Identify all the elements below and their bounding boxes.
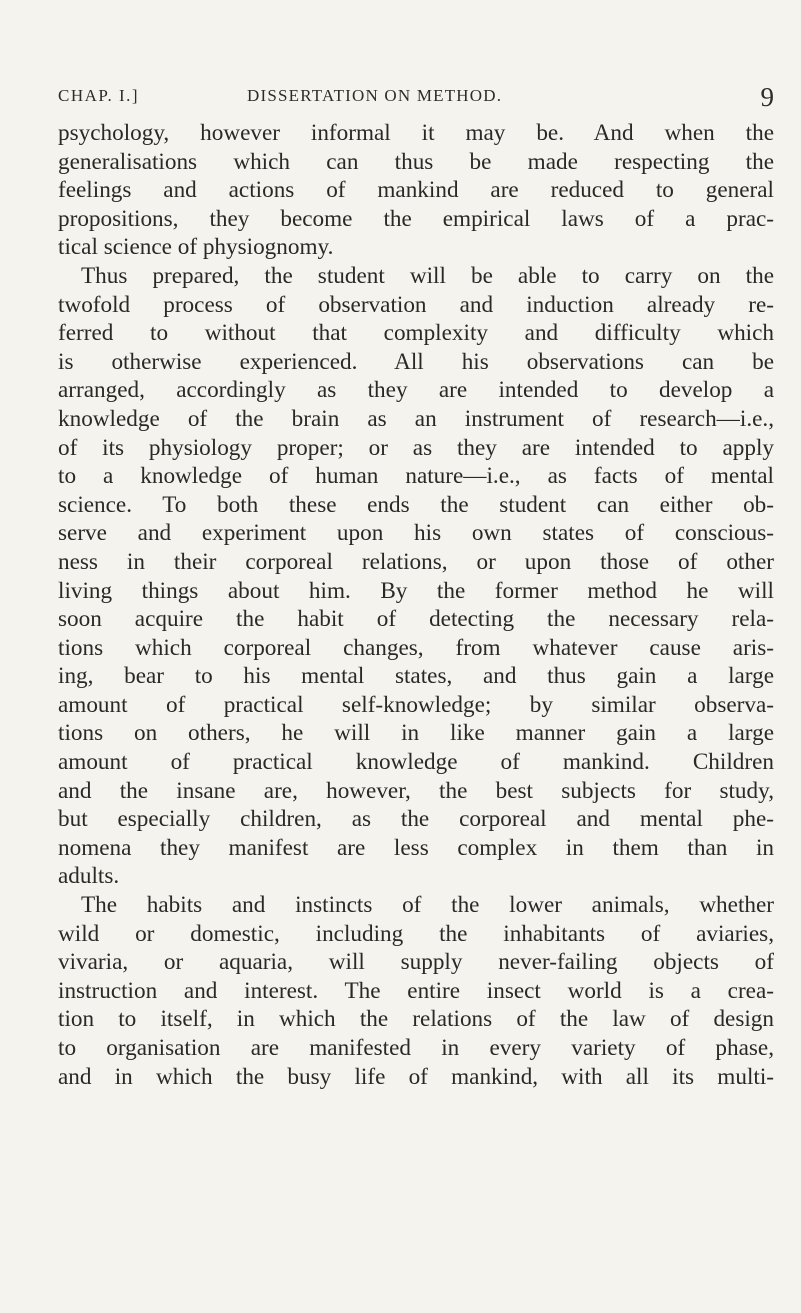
text-line: amount of practical self-knowledge; by similar observa- [58,691,774,718]
text-line: ness in their corporeal relations, or upon those of other [58,548,774,575]
text-line: adults. [58,863,120,890]
text-line: Thus prepared, the student will be able to carry on the [81,262,774,289]
text-line: nomena they manifest are less complex in them than in [58,834,774,861]
text-line: psychology, however informal it may be. And when the [58,120,774,146]
text-line: knowledge of the brain as an instrument of research—i.e., [58,405,774,432]
text-line: science. To both these ends the student can either ob- [58,491,774,518]
text-line: of its physiology proper; or as they are intended to apply [58,434,774,461]
body-text [58,119,774,1091]
text-line: tions on others, he will in like manner gain a large [58,720,774,747]
text-line: is otherwise experienced. All his observations can be [58,348,774,375]
chapter-label: CHAP. I.] [58,86,140,105]
text-line: The habits and instincts of the lower animals, whether [81,892,774,919]
text-line: but especially children, as the corporeal and mental phe- [58,806,774,833]
text-line: instruction and interest. The entire insect world is a crea- [58,977,774,1004]
running-head [58,82,778,112]
text-line: twofold process of observation and induction already re- [58,291,774,318]
text-line: propositions, they become the empirical laws of a prac- [58,205,774,232]
text-line: ing, bear to his mental states, and thus gain a large [58,663,774,690]
text-line: tion to itself, in which the relations of the law of design [58,1006,774,1033]
text-line: wild or domestic, including the inhabitants of aviaries, [58,920,774,947]
text-line: soon acquire the habit of detecting the necessary rela- [58,606,774,633]
text-line: to organisation are manifested in every variety of phase, [58,1035,774,1061]
text-line: arranged, accordingly as they are intended to develop a [58,377,774,404]
text-line: amount of practical knowledge of mankind. Children [58,749,774,776]
text-line: tical science of physiognomy. [58,234,334,261]
text-line: vivaria, or aquaria, will supply never-failing objects of [58,949,774,976]
text-line: and the insane are, however, the best subjects for study, [58,777,774,804]
text-line: ferred to without that complexity and difficulty which [58,320,774,347]
text-line: generalisations which can thus be made respecting the [58,148,774,175]
running-title: DISSERTATION ON METHOD. [247,86,503,105]
text-line: feelings and actions of mankind are reduced to general [58,177,774,204]
text-line: to a knowledge of human nature—i.e., as facts of mental [58,463,774,490]
text-line: tions which corporeal changes, from whatever cause aris- [58,634,774,661]
text-line: and in which the busy life of mankind, with all its multi- [58,1063,774,1090]
page-number: 9 [760,82,774,112]
text-line: serve and experiment upon his own states of conscious- [58,520,774,547]
text-line: living things about him. By the former method he will [58,577,774,604]
